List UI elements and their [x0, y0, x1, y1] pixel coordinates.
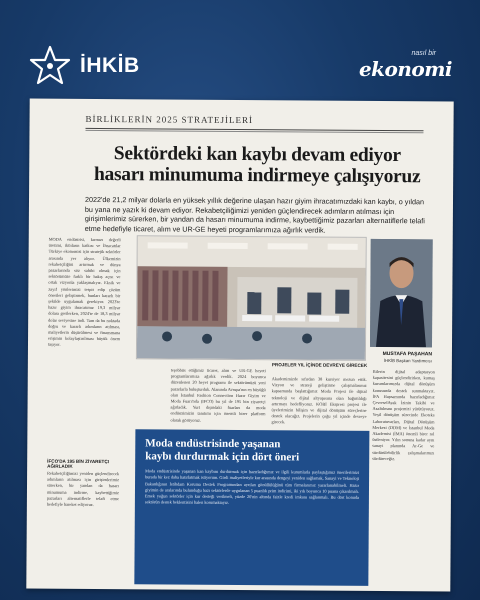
portrait-caption-name: MUSTAFA PAŞAHAN: [382, 350, 432, 358]
partner-logo: [359, 50, 452, 81]
body-column-2: teşebbüs ettiğimiz ticaret, alım ve UR-GE heyeti programlarımıza ağırlık verdik. 2024 boyunca düzenlenen 20 heyet programı ile sektörümüzü yeni pazarlarla buluşturduk. Alanında Avrupa'nın en büyüğü olan İstanbul Fashion Connection Hazır Giyim ve Moda Fuarı'nda (IFCO) bu yıl de 195 bin ziyaretçi ağırladık. Yurt dışındaki fuarları da moda endüstrimizin tanıtımı için önemli birer platform olarak görüyoruz.: [170, 367, 266, 423]
box-title-line-2: kaybı durdurmak için dört öneri: [145, 449, 300, 463]
ihkib-brand: [28, 44, 140, 88]
headline-line-1: Sektördeki kan kaybı devam ediyor: [113, 143, 401, 167]
section-tag: BİRLİKLERİN 2025 STRATEJİLERİ: [85, 113, 254, 126]
body-column-4: Bilerin dijital adaptasyon kapasitesini güçlendirirken, kumaş kurumlarımızda dijital dönüşüm konusunda destek sunmaktayız. İFA Hapsamında hazırladığımız ÇevreselAyak İzinin Takibi ve Azaltılması projemizi yürütüyoruz. Yeşil dönüşüm sürecinde Ekoteks Laboratuvarları, Dijital Dönüşüm Merkezi (DDM) ve İstanbul Moda Akademisi (İMA) önemli birer rol üstleniyor. Yılın sonuna kadar aynı sanayi planında Ar-Ge ve sürdürülebilirlik çalışmalarımızı sürdüreceğiz.: [372, 368, 435, 461]
lead-paragraph: 2022'de 21,2 milyar dolarla en yüksek yıllık değerine ulaşan hazır giyim ihracatımızdaki kan kaybı, o yıldan bu yana ne yazık ki devam ediyor. Rekabetçiliğimizi yeniden güçlendirecek adımların atılması için girişimlerimiz sürerken, bir yandan da hasarı minumuma indirme, kaybettiğimiz pazarları alternatiflerle telafi etme hedefiyle ticaret, alım ve UR-GE heyeti programlarımıza ağırlık verdik.: [84, 194, 425, 235]
partner-name: ekonomi: [358, 57, 452, 81]
brand-name: İHKİB: [80, 54, 140, 77]
subhead-ifco: İFCO'DA 195 BİN ZİYARETÇI AĞIRLADIK: [47, 458, 109, 469]
newspaper-clipping: [26, 99, 453, 592]
factory-photo: [136, 235, 367, 361]
highlight-box: [134, 429, 369, 586]
portrait-caption-title: İHKİB Başkan Yardımcısı: [383, 358, 432, 364]
portrait-photo: [370, 239, 433, 347]
partner-tagline: nasıl bir: [411, 50, 436, 57]
box-title: [145, 437, 359, 463]
headline-line-2: hasarı minumuma indirmeye çalışıyoruz: [93, 163, 421, 188]
body-column-3: Akademimizde sıfırdan 38 kursiyer mezun ettik. Vizyon ve strateji geliştirme çalışmalarımız kapsamında başlattığımız Moda Projesi ile dijital teknoloji ve dijital altyapısına olan bağımlılığı artırmayı hedefliyoruz. KOBİ Ekspresi projesi ile üyelerimizin bilişim ve dijital dönüşüm süreçlerine destek olacağız. Projelerin çoğu yıl içinde devreye girecek.: [271, 376, 367, 425]
body-column-1b: Rekabetçiliğimizi yeniden güçlendirecek adımların atılması için girişimlerimiz sürerken, bir yandan da hasarı minumuma indirme, kaybettiğimiz pazarları alternatiflerle telafi etme hedefiyle hareket ediyoruz.: [46, 470, 120, 507]
body-column-1: MODA endüstrisi, kırmızı değerli üretimi, iktidarın katkısı ve İhracatılar Türkiye ekonomisi için stratejik sektörler arasında yer alıyor. Ülkemizin rekabetçiliğini artırmak ve dünya pazarlarında söz sahibi olmak için sektörümüze farklı bir bakış açısı ve ortak vizyonla yaklaşmalıyız. Eksik ve zayıf yönlerimizi tespit edip çözüm önerileri geliştirmek, bunları kararlı bir şekilde uygulamak gerekiyor. 2023'te hazır giyim ihracatımız 19,3 milyar dolara gerilerken, 2024'te de 18,3 milyar dolar seviyesine indi. Tam da bu noktada doğru ve kararlı adımların atılması, maliyetlerin düşürülmesi ve finansmana erişimin kolaylaştırılması büyük önem taşıyor.: [47, 236, 121, 348]
star-logo-icon: [28, 44, 72, 88]
headline: [81, 143, 433, 187]
subhead-projects: PROJELER YIL İÇİNDE DEVREYE GİRECEK: [271, 362, 368, 368]
box-title-line-1: Moda endüstrisinde yaşanan: [145, 437, 281, 451]
box-body: Moda endüstrisinde yaşanan kan kaybını durdurmak için hazırladığımız ve ilgili kurumlarla paylaştığımız önerilerimizi burada bir kez daha hatırlatmak istiyorum. Girdi maliyetleriyle kur arasında dengeyi yeniden sağlamak, Sanayi ve Teknoloji Bakanlığının İstihdam Koruma Destek Programından ayrılan gönüllülüğünü tüm firmalarımız yararlanabilmeli. Hazır giyimin de aralarında bulunduğu bazı sektörlerde uygulanan 5 puanlık prim indirimi, iki yılı boyunca 10 puana çıkarılmalı. Emek yoğun sektörler için kur desteği verilmeli, yüzde 20'nin altında faizle kredi imkanı sağlanmalı. Bu dört konuda sektörün destek beklentisini halen korumaktayız.: [144, 468, 360, 506]
